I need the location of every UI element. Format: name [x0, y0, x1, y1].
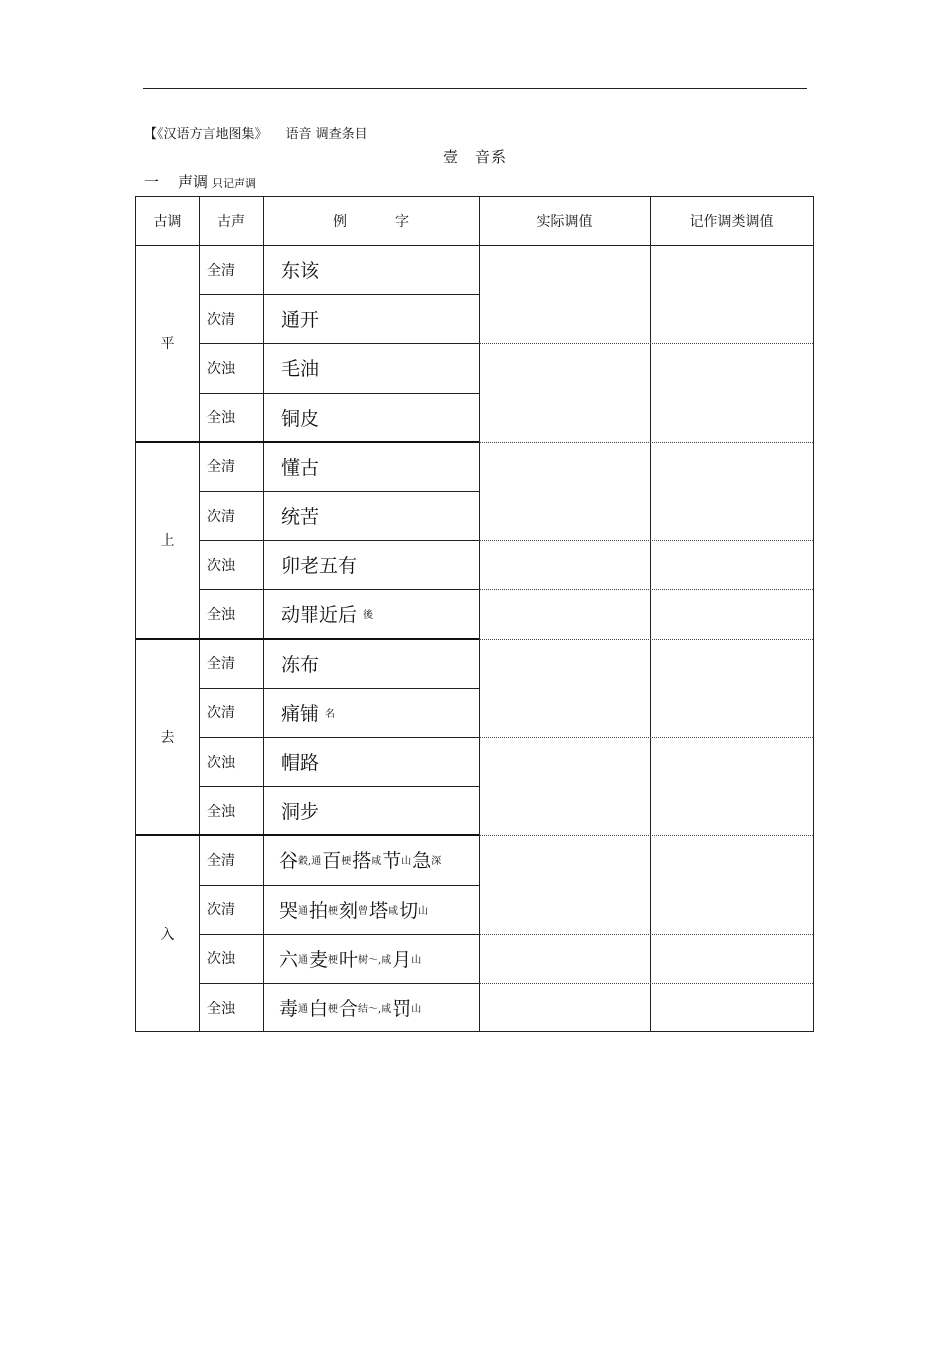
- example-text: 冻布: [281, 653, 320, 676]
- header-ancient-tone: 古调: [153, 214, 182, 230]
- example-chars-cell: [263, 934, 479, 983]
- section-heading: [144, 171, 256, 192]
- ancient-initial-cell: 次浊: [207, 360, 235, 377]
- header-actual-value: 实际调值: [536, 214, 593, 230]
- value-divider: [479, 983, 813, 984]
- example-char: 谷: [279, 850, 299, 873]
- example-chars-cell: [263, 589, 479, 638]
- ancient-initial-cell: 全浊: [207, 803, 235, 820]
- header-example-b: 字: [395, 214, 409, 230]
- example-chars-cell: [263, 343, 479, 392]
- example-chars-cell: [263, 885, 479, 934]
- document-header: [144, 123, 368, 142]
- example-char-note: 梗: [328, 905, 339, 917]
- example-chars-cell: [263, 688, 479, 737]
- value-divider: [479, 442, 813, 443]
- header-example-a: 例: [333, 214, 347, 230]
- example-char-note: 深: [431, 856, 442, 868]
- value-divider: [479, 934, 813, 935]
- example-text: 动罪近后: [281, 604, 358, 627]
- example-text: 统苦: [281, 506, 320, 529]
- example-text: 毛油: [281, 358, 320, 381]
- example-char-note: 梗: [328, 954, 339, 966]
- example-char: 拍: [309, 899, 329, 922]
- example-text: 通开: [281, 309, 320, 332]
- example-char-note: 梗: [341, 856, 352, 868]
- example-text: 痛铺: [281, 702, 320, 725]
- example-chars-cell: [263, 835, 479, 884]
- example-char: 百: [322, 850, 342, 873]
- header-ancient-initial: 古声: [217, 214, 245, 230]
- example-char-note: 山: [418, 905, 429, 917]
- ancient-tone-cell: 上: [160, 533, 175, 550]
- example-char: 切: [399, 899, 419, 922]
- ancient-tone-cell: 去: [160, 729, 175, 746]
- value-divider: [479, 737, 813, 738]
- example-char-note: 咸: [388, 905, 399, 917]
- value-divider: [479, 343, 813, 344]
- example-note: 後: [363, 610, 374, 622]
- example-char: 六: [279, 948, 299, 971]
- example-chars-cell: [263, 393, 479, 442]
- ancient-tone-cell: 入: [160, 926, 175, 943]
- example-char-note: 通: [298, 905, 309, 917]
- section-note: 只记声调: [212, 177, 257, 190]
- header-subject: 语音 调查条目: [285, 127, 368, 142]
- ancient-initial-cell: 全清: [207, 262, 235, 279]
- value-divider: [479, 589, 813, 590]
- value-divider: [479, 540, 813, 541]
- section-title: 声调: [178, 173, 209, 191]
- section-number: 一: [144, 173, 160, 191]
- value-divider: [479, 639, 813, 640]
- example-char-note: 树～,咸: [358, 954, 392, 966]
- header-category-value: 记作调类调值: [689, 214, 774, 230]
- example-chars-cell: [263, 245, 479, 294]
- tone-survey-table: [135, 196, 814, 1032]
- header-source: 【《汉语方言地图集》: [144, 127, 268, 142]
- header-example-chars: [263, 197, 479, 245]
- example-chars-cell: [263, 491, 479, 540]
- example-char: 哭: [279, 899, 299, 922]
- example-char: 罚: [392, 998, 412, 1021]
- example-char: 节: [382, 850, 402, 873]
- ancient-initial-cell: 次清: [207, 705, 235, 722]
- example-char: 急: [412, 850, 432, 873]
- example-text: 卯老五有: [281, 555, 358, 578]
- ancient-initial-cell: 次清: [207, 508, 235, 525]
- example-char: 叶: [339, 948, 359, 971]
- ancient-initial-cell: 全浊: [207, 1000, 235, 1017]
- ancient-initial-cell: 全浊: [207, 606, 235, 623]
- example-char: 塔: [369, 899, 389, 922]
- example-chars-cell: [263, 639, 479, 688]
- ancient-initial-cell: 全清: [207, 656, 235, 673]
- top-rule: [143, 88, 807, 89]
- example-char-note: 梗: [328, 1004, 339, 1016]
- ancient-initial-cell: 全浊: [207, 410, 235, 427]
- example-chars-cell: [263, 540, 479, 589]
- example-char-note: 穀,通: [298, 856, 322, 868]
- example-char-note: 曾: [358, 905, 369, 917]
- ancient-initial-cell: 次清: [207, 311, 235, 328]
- example-text: 洞步: [281, 801, 320, 824]
- ancient-initial-cell: 全清: [207, 459, 235, 476]
- example-char-note: 结～,咸: [358, 1004, 392, 1016]
- example-char: 麦: [309, 948, 329, 971]
- example-text: 帽路: [281, 752, 320, 775]
- example-text: 铜皮: [281, 407, 320, 430]
- example-char: 毒: [279, 998, 299, 1021]
- example-char-note: 山: [401, 856, 412, 868]
- example-chars-cell: [263, 442, 479, 491]
- example-char-note: 山: [411, 954, 422, 966]
- example-char: 合: [339, 998, 359, 1021]
- example-text: 东该: [281, 260, 320, 283]
- example-char-note: 通: [298, 954, 309, 966]
- ancient-initial-cell: 次浊: [207, 951, 235, 968]
- ancient-tone-cell: 平: [160, 336, 175, 353]
- example-chars-cell: [263, 294, 479, 343]
- example-chars-cell: [263, 737, 479, 786]
- example-char: 月: [392, 948, 412, 971]
- example-char-note: 山: [411, 1004, 422, 1016]
- part-title: 壹 音系: [442, 148, 507, 166]
- column-divider: [479, 197, 480, 1031]
- example-text: 懂古: [281, 456, 320, 479]
- example-note: 名: [325, 708, 336, 720]
- ancient-initial-cell: 次清: [207, 902, 235, 919]
- ancient-initial-cell: 全清: [207, 852, 235, 869]
- example-char-note: 咸: [371, 856, 382, 868]
- column-divider: [199, 197, 200, 1031]
- value-divider: [479, 835, 813, 836]
- column-divider: [650, 197, 651, 1031]
- example-char-note: 通: [298, 1004, 309, 1016]
- example-chars-cell: [263, 983, 479, 1032]
- example-char: 白: [309, 998, 329, 1021]
- ancient-initial-cell: 次浊: [207, 557, 235, 574]
- example-char: 刻: [339, 899, 359, 922]
- example-char: 搭: [352, 850, 372, 873]
- ancient-initial-cell: 次浊: [207, 754, 235, 771]
- example-chars-cell: [263, 786, 479, 835]
